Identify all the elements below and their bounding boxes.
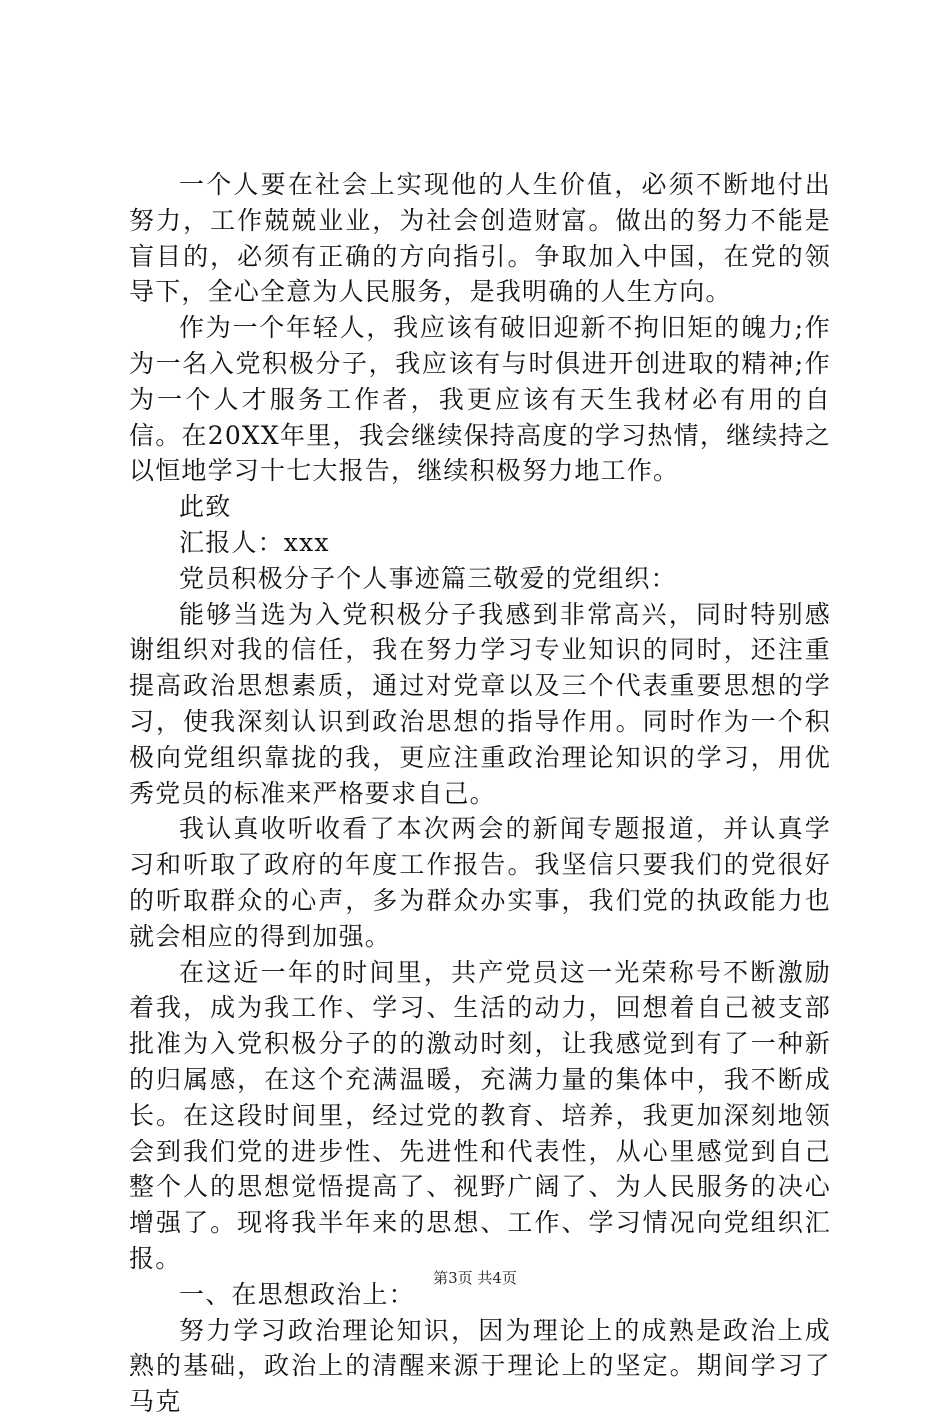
paragraph-two-sessions: 我认真收听收看了本次两会的新闻专题报道，并认真学习和听取了政府的年度工作报告。我坚信只要我们的党很好的听取群众的心声，多为群众办实事，我们党的执政能力也就会相应的得到加强。 [129, 814, 831, 951]
paragraph-political-heading: 一、在思想政治上： [179, 1279, 415, 1309]
paragraph-reporter: 汇报人：xxx [179, 527, 330, 557]
document-body [129, 167, 831, 1420]
paragraph-life-value: 一个人要在社会上实现他的人生价值，必须不断地付出努力，工作兢兢业业，为社会创造财富。做出的努力不能是盲目的，必须有正确的方向指引。争取加入中国，在党的领导下，全心全意为人民服务，是我明确的人生方向。 [129, 170, 831, 307]
paragraph-section-heading: 党员积极分子个人事迹篇三敬爱的党组织： [179, 563, 677, 593]
paragraph-closing: 此致 [179, 492, 232, 522]
page-footer: 第3页 共4页 [433, 1269, 517, 1287]
paragraph-elected-activist: 能够当选为入党积极分子我感到非常高兴，同时特别感谢组织对我的信任，我在努力学习专业知识的同时，还注重提高政治思想素质，通过对党章以及三个代表重要思想的学习，使我深刻认识到政治思想的指导作用。同时作为一个积极向党组织靠拢的我，更应注重政治理论知识的学习，用优秀党员的标准来严格要求自己。 [129, 599, 831, 808]
paragraph-young-person: 作为一个年轻人，我应该有破旧迎新不拘旧矩的魄力;作为一名入党积极分子，我应该有与时俱进开创进取的精神;作为一个人才服务工作者，我更应该有天生我材必有用的自信。在20XX年里，我会继续保持高度的学习热情，继续持之以恒地学习十七大报告，继续积极努力地工作。 [129, 313, 831, 486]
paragraph-political-study: 努力学习政治理论知识，因为理论上的成熟是政治上成熟的基础，政治上的清醒来源于理论上的坚定。期间学习了马克 [129, 1315, 831, 1417]
paragraph-past-year: 在这近一年的时间里，共产党员这一光荣称号不断激励着我，成为我工作、学习、生活的动力，回想着自己被支部批准为入党积极分子的的激动时刻，让我感觉到有了一种新的归属感，在这个充满温暖，充满力量的集体中，我不断成长。在这段时间里，经过党的教育、培养，我更加深刻地领会到我们党的进步性、先进性和代表性，从心里感觉到自己整个人的思想觉悟提高了、视野广阔了、为人民服务的决心增强了。现将我半年来的思想、工作、学习情况向党组织汇报。 [129, 957, 831, 1273]
